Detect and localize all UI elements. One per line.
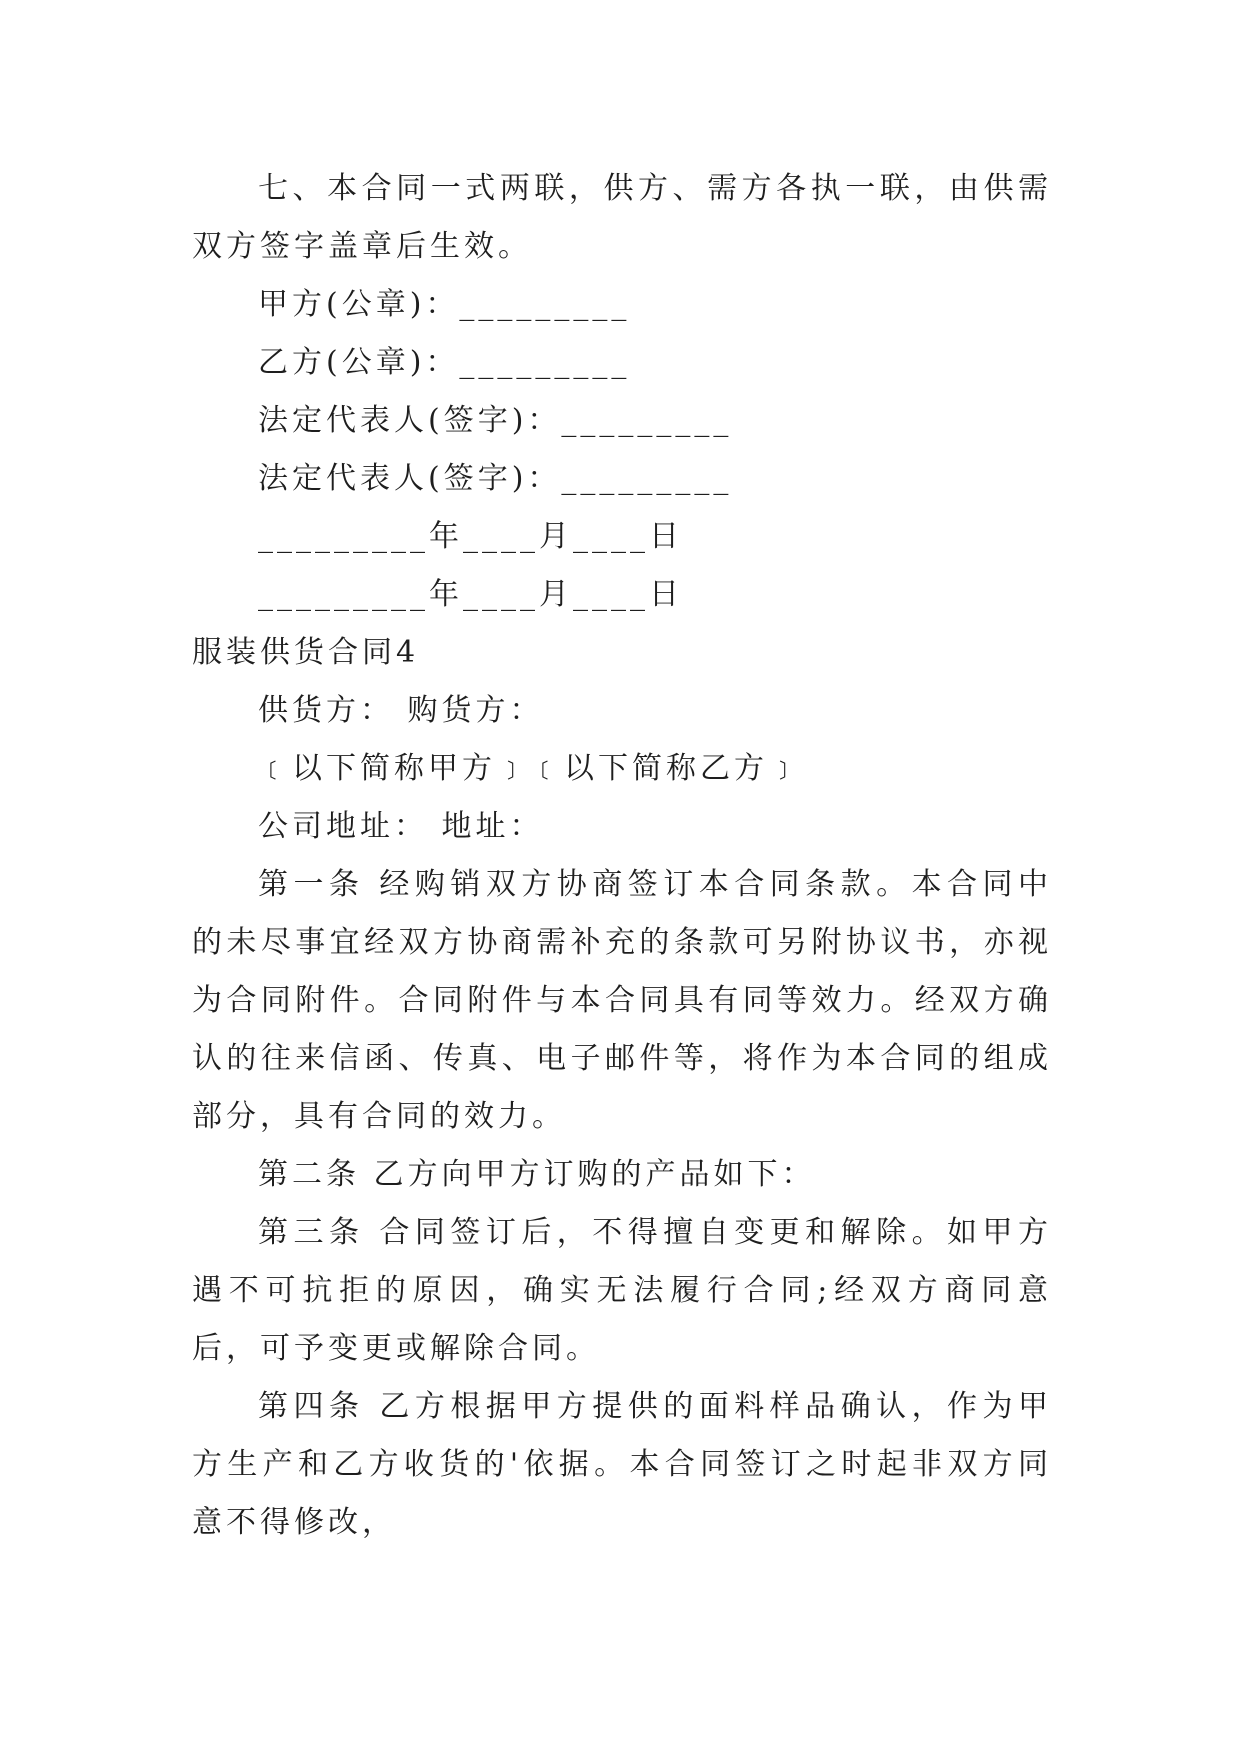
contract-section-title: 服装供货合同4 [192, 635, 420, 670]
party-a-seal-line: 甲方(公章)：_________ [258, 287, 631, 322]
clause-seven: 七、本合同一式两联，供方、需方各执一联，由供需双方签字盖章后生效。 [192, 171, 1052, 264]
date-line-b: _________年____月____日 [258, 577, 683, 612]
party-b-seal-line: 乙方(公章)：_________ [258, 345, 631, 380]
legal-rep-signature-line-b: 法定代表人(签字)：_________ [258, 461, 733, 496]
document-body [192, 160, 1052, 1552]
article-two: 第二条 乙方向甲方订购的产品如下： [258, 1157, 816, 1192]
date-line-a: _________年____月____日 [258, 519, 683, 554]
address-line: 公司地址： 地址： [258, 809, 544, 844]
article-one: 第一条 经购销双方协商签订本合同条款。本合同中的未尽事宜经双方协商需补充的条款可另附协议书，亦视为合同附件。合同附件与本合同具有同等效力。经双方确认的往来信函、传真、电子邮件等，将作为本合同的组成部分，具有合同的效力。 [192, 867, 1052, 1134]
article-three: 第三条 合同签订后，不得擅自变更和解除。如甲方遇不可抗拒的原因，确实无法履行合同;经双方商同意后，可予变更或解除合同。 [192, 1215, 1052, 1366]
article-four: 第四条 乙方根据甲方提供的面料样品确认，作为甲方生产和乙方收货的'依据。本合同签订之时起非双方同意不得修改， [192, 1389, 1052, 1540]
abbreviation-line: ﹝以下简称甲方﹞﹝以下简称乙方﹞ [258, 751, 802, 786]
legal-rep-signature-line-a: 法定代表人(签字)：_________ [258, 403, 733, 438]
supplier-buyer-line: 供货方： 购货方： [258, 693, 544, 728]
